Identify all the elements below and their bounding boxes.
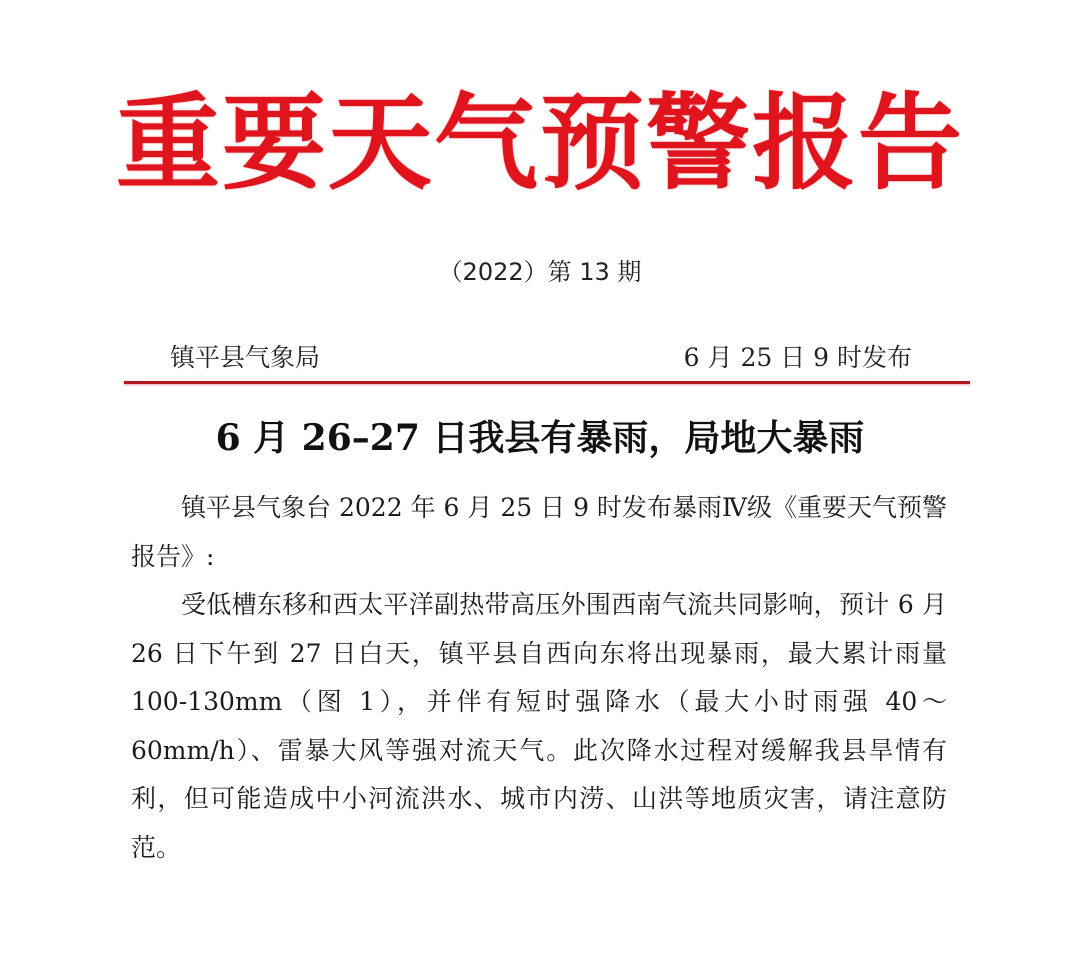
header-divider [124, 381, 970, 384]
issuer-row [124, 338, 970, 378]
issue-number: （2022）第 13 期 [438, 258, 642, 286]
paragraph-intro: 镇平县气象台 2022 年 6 月 25 日 9 时发布暴雨Ⅳ级《重要天气预警报告》: [131, 493, 947, 571]
headline: 6 月 26–27 日我县有暴雨，局地大暴雨 [215, 417, 865, 459]
paragraph-forecast: 受低槽东移和西太平洋副热带高压外围西南气流共同影响，预计 6 月 26 日下午到 27 日白天，镇平县自西向东将出现暴雨，最大累计雨量 100-130mm（图 1），并伴有短时强降水（最大小时雨强 40～60mm/h）、雷暴大风等强对流天气。此次降水过程对缓解我县旱情有利，但可能造成中小河流洪水、城市内涝、山洪等地质灾害，请注意防范。 [131, 590, 947, 862]
report-masthead: 重要天气预警报告 [115, 81, 964, 204]
issue-time: 6 月 25 日 9 时发布 [683, 343, 912, 372]
issuer-name: 镇平县气象局 [170, 343, 321, 372]
report-body [131, 484, 947, 872]
